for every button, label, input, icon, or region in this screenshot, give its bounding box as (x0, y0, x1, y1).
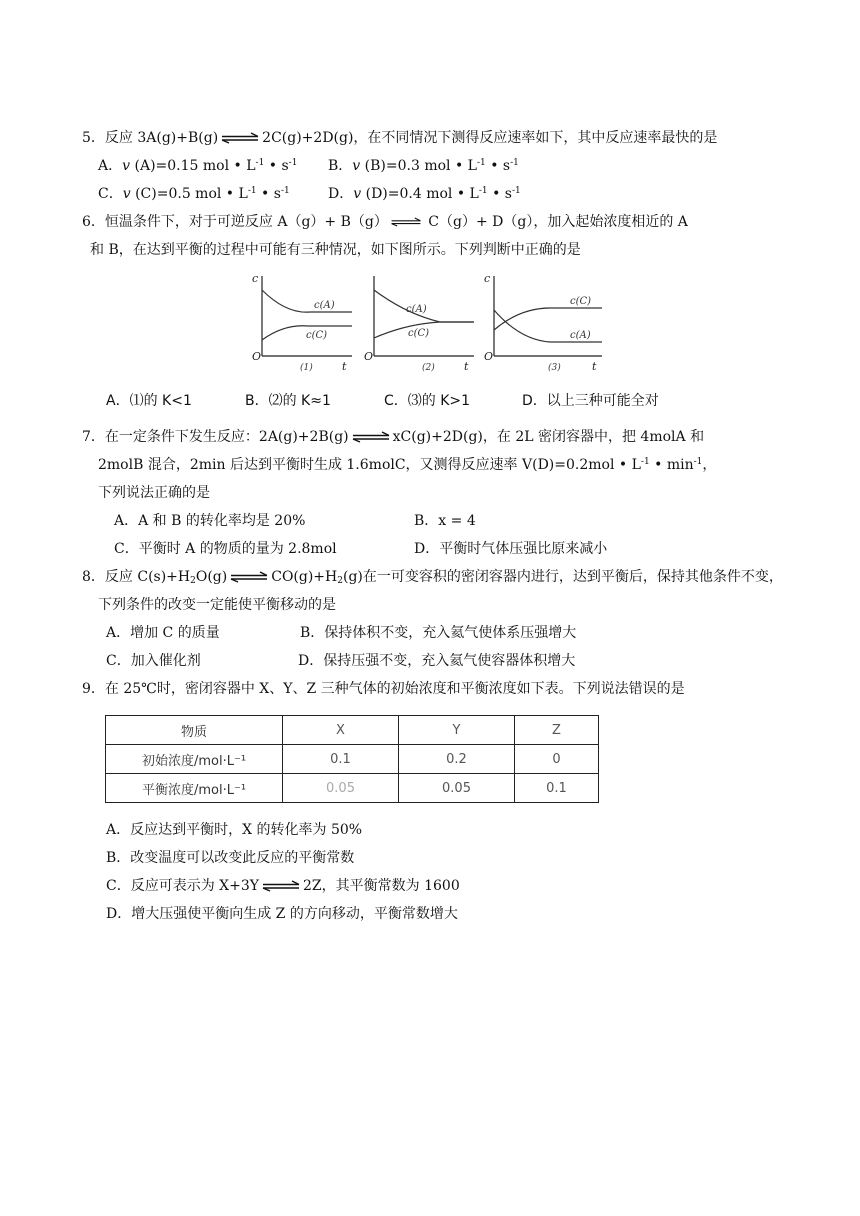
table-cell: 平衡浓度/mol·L⁻¹ (106, 774, 283, 803)
q6-option-d: D．以上三种可能全对 (522, 393, 659, 409)
table-cell: 0.1 (283, 745, 399, 774)
q9-option-a: A．反应达到平衡时，X 的转化率为 50% (106, 822, 363, 838)
q8-option-a: A．增加 C 的质量 (106, 625, 220, 641)
origin-label: O (252, 350, 262, 363)
q7-stem-line3: 下列说法正确的是 (98, 485, 210, 501)
equilibrium-arrow-icon (390, 217, 422, 227)
table-header: Z (515, 716, 599, 745)
concentration-graphs (248, 268, 610, 376)
equilibrium-arrow-icon (229, 572, 269, 582)
graph-2 (364, 268, 480, 376)
q7-stem-line1: 7．在一定条件下发生反应：2A(g)+2B(g) xC(g)+2D(g)，在 2L 密闭容器中，把 4molA 和 (82, 429, 705, 445)
q7-option-c: C．平衡时 A 的物质的量为 2.8mol (114, 541, 337, 557)
q7-option-b: B．x = 4 (414, 513, 476, 529)
table-row (106, 745, 599, 774)
q9-option-c: C．反应可表示为 X+3Y 2Z，其平衡常数为 1600 (106, 878, 460, 894)
table-cell: 0.05 (283, 774, 399, 803)
q6-option-b: B．⑵的 K≈1 (245, 393, 331, 409)
table-row (106, 774, 599, 803)
table-cell: 0 (515, 745, 599, 774)
q7-option-a: A．A 和 B 的转化率均是 20% (114, 513, 306, 529)
axis-label-t: t (464, 360, 469, 373)
q6-option-c: C．⑶的 K>1 (384, 393, 471, 409)
q9-option-d: D．增大压强使平衡向生成 Z 的方向移动，平衡常数增大 (106, 906, 458, 922)
table-cell: 0.1 (515, 774, 599, 803)
origin-label: O (484, 350, 494, 363)
origin-label: O (364, 350, 374, 363)
q7-stem-line2: 2molB 混合，2min 后达到平衡时生成 1.6molC，又测得反应速率 V(D)=0.2mol • $L^{-1}$ • $\min^{-1}$， (98, 457, 717, 473)
graph-label-3: (3) (548, 363, 561, 373)
q6-stem-line1: 6．恒温条件下，对于可逆反应 A（g）+ B（g） C（g）+ D（g），加入起始浓度相近的 A (82, 214, 688, 230)
equilibrium-arrow-icon (220, 133, 260, 143)
curve-label-cC: c(C) (408, 328, 430, 339)
table-cell: 0.05 (399, 774, 515, 803)
graph-label-2: (2) (422, 363, 435, 373)
q6-option-a: A．⑴的 K<1 (106, 393, 192, 409)
q8-option-b: B．保持体积不变，充入氦气使体系压强增大 (300, 625, 577, 641)
curve-label-cA: c(A) (314, 300, 335, 311)
table-cell: 0.2 (399, 745, 515, 774)
axis-label-t: t (342, 360, 347, 373)
equilibrium-arrow-icon (261, 881, 301, 891)
graph-1 (248, 268, 360, 376)
q5-stem: 5．反应 3A(g)+B(g) 2C(g)+2D(g)，在不同情况下测得反应速率如下，其中反应速率最快的是 (82, 130, 718, 146)
curve-label-cC: c(C) (570, 296, 592, 307)
graph-3 (484, 268, 610, 376)
q5-option-b: B．v (B)=0.3 mol • $L^{-1}$ • $s^{-1}$ (328, 158, 519, 174)
q5-option-c: C．v (C)=0.5 mol • $L^{-1}$ • $s^{-1}$ (98, 186, 290, 202)
curve-label-cA: c(A) (406, 304, 427, 315)
curve-cA (262, 290, 352, 312)
curve-cC (494, 308, 602, 330)
q5-option-a: A．v (A)=0.15 mol • $L^{-1}$ • $s^{-1}$ (98, 158, 298, 174)
q9-stem: 9．在 25℃时，密闭容器中 X、Y、Z 三种气体的初始浓度和平衡浓度如下表。下列说法错误的是 (82, 681, 685, 697)
q8-option-c: C．加入催化剂 (106, 653, 201, 669)
q8-stem-line2: 下列条件的改变一定能使平衡移动的是 (98, 597, 336, 613)
q5-option-d: D．v (D)=0.4 mol • $L^{-1}$ • $s^{-1}$ (328, 186, 521, 202)
curve-label-cC: c(C) (306, 330, 328, 341)
axis-label-c: c (252, 272, 259, 285)
table-header: X (283, 716, 399, 745)
axis-label-c: c (484, 272, 491, 285)
table-header-row (106, 716, 599, 745)
curve-label-cA: c(A) (570, 330, 591, 341)
table-header: 物质 (106, 716, 283, 745)
graph-label-1: (1) (300, 363, 313, 373)
q7-option-d: D．平衡时气体压强比原来减小 (414, 541, 608, 557)
table-cell: 初始浓度/mol·L⁻¹ (106, 745, 283, 774)
concentration-table (105, 715, 599, 803)
q8-option-d: D．保持压强不变，充入氦气使容器体积增大 (298, 653, 576, 669)
equilibrium-arrow-icon (351, 432, 391, 442)
q6-stem-line2: 和 B，在达到平衡的过程中可能有三种情况，如下图所示。下列判断中正确的是 (90, 242, 581, 258)
table-header: Y (399, 716, 515, 745)
axis-label-t: t (592, 360, 597, 373)
q8-stem-line1: 8．反应 $C(s)+H_2O(g)$ $CO(g)+H_2(g)$在一可变容积的密闭容器内进行，达到平衡后，保持其他条件不变， (82, 569, 783, 586)
q9-option-b: B．改变温度可以改变此反应的平衡常数 (106, 850, 355, 866)
